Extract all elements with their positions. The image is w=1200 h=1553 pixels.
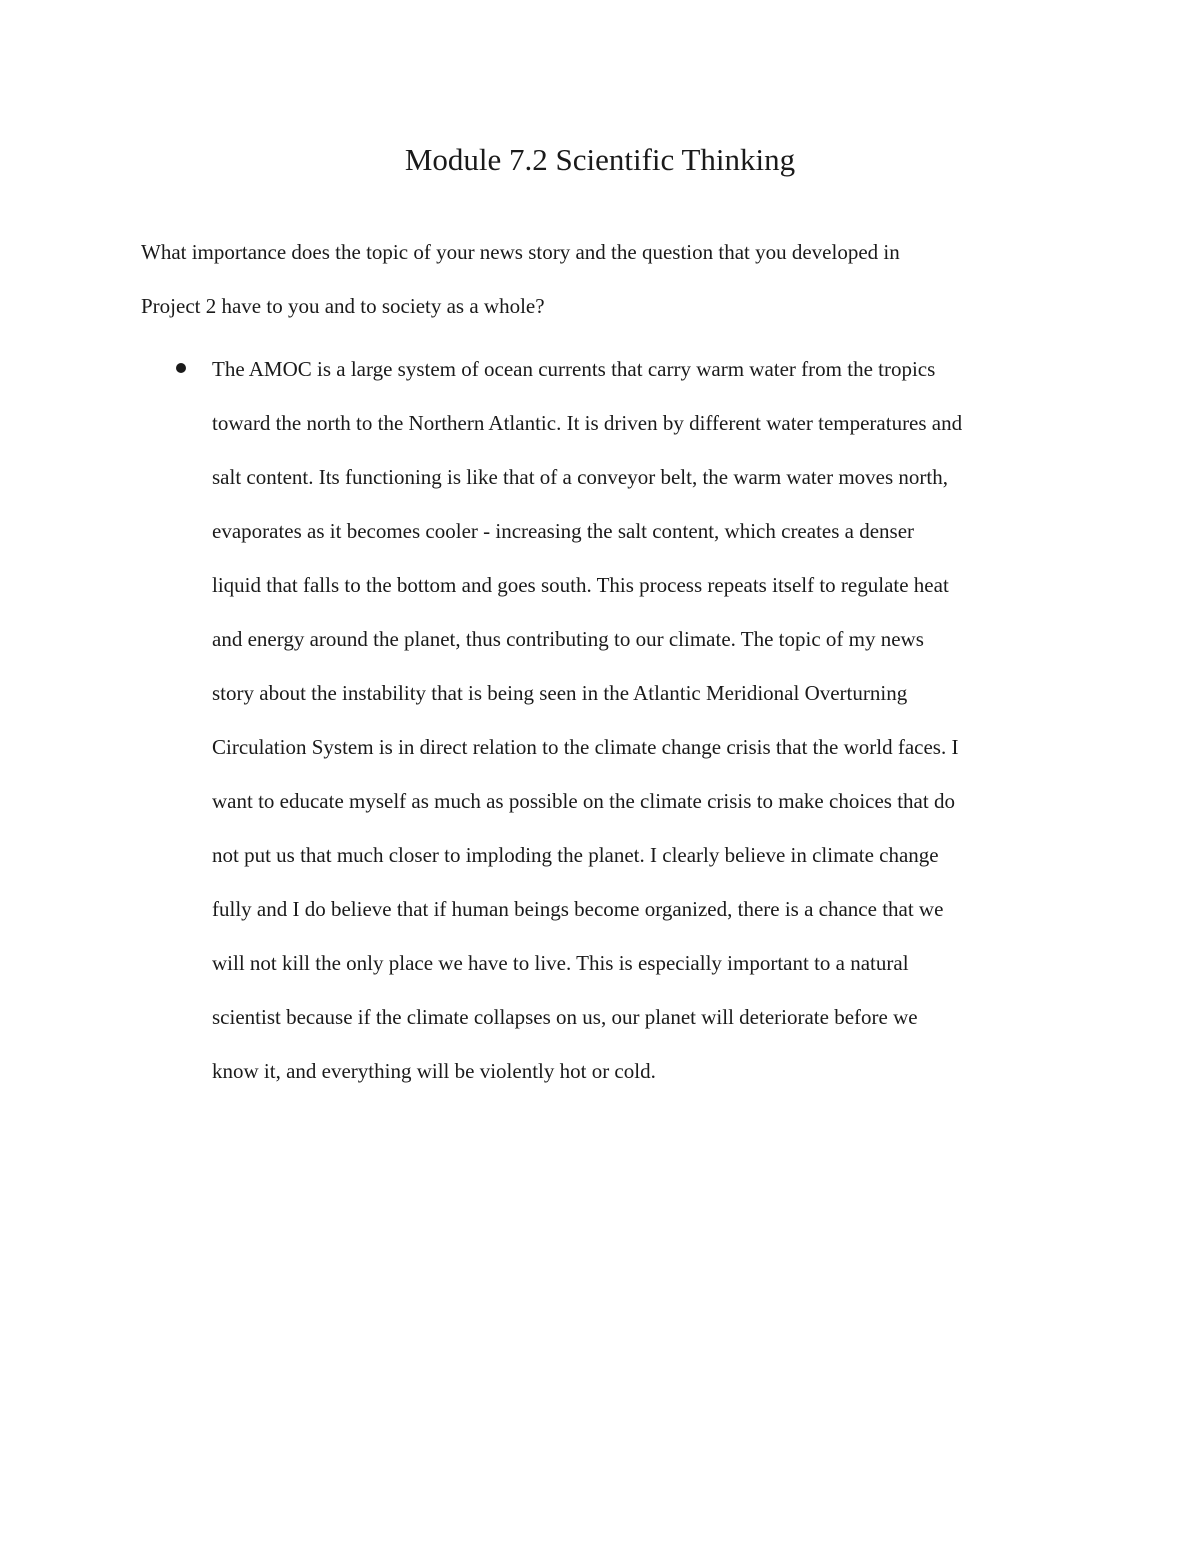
document-title: Module 7.2 Scientific Thinking	[404, 142, 796, 177]
answer-line: salt content. Its functioning is like that of a conveyor belt, the warm water moves north,	[212, 465, 948, 489]
answer-line: story about the instability that is being seen in the Atlantic Meridional Overturning	[212, 681, 908, 705]
answer-line: know it, and everything will be violently hot or cold.	[212, 1059, 656, 1083]
answer-line: toward the north to the Northern Atlantic. It is driven by different water temperatures and	[212, 411, 963, 435]
question-line: What importance does the topic of your news story and the question that you developed in	[141, 240, 900, 264]
answer-line: liquid that falls to the bottom and goes south. This process repeats itself to regulate heat	[212, 573, 949, 597]
bullet-icon	[176, 363, 186, 373]
answer-line: scientist because if the climate collapses on us, our planet will deteriorate before we	[212, 1005, 918, 1029]
answer-line: will not kill the only place we have to live. This is especially important to a natural	[212, 951, 909, 975]
answer-line: not put us that much closer to imploding the planet. I clearly believe in climate change	[212, 843, 939, 867]
question-paragraph	[141, 225, 1041, 333]
answer-line: Circulation System is in direct relation to the climate change crisis that the world faces. I	[212, 735, 959, 759]
answer-line: fully and I do believe that if human beings become organized, there is a chance that we	[212, 897, 944, 921]
answer-list	[141, 342, 1061, 1098]
answer-line: evaporates as it becomes cooler - increasing the salt content, which creates a denser	[212, 519, 915, 543]
answer-bullet-item	[141, 342, 1061, 1098]
answer-line: and energy around the planet, thus contributing to our climate. The topic of my news	[212, 627, 924, 651]
question-line: Project 2 have to you and to society as a whole?	[141, 294, 545, 318]
answer-line: want to educate myself as much as possible on the climate crisis to make choices that do	[212, 789, 955, 813]
answer-line: The AMOC is a large system of ocean currents that carry warm water from the tropics	[212, 357, 936, 381]
